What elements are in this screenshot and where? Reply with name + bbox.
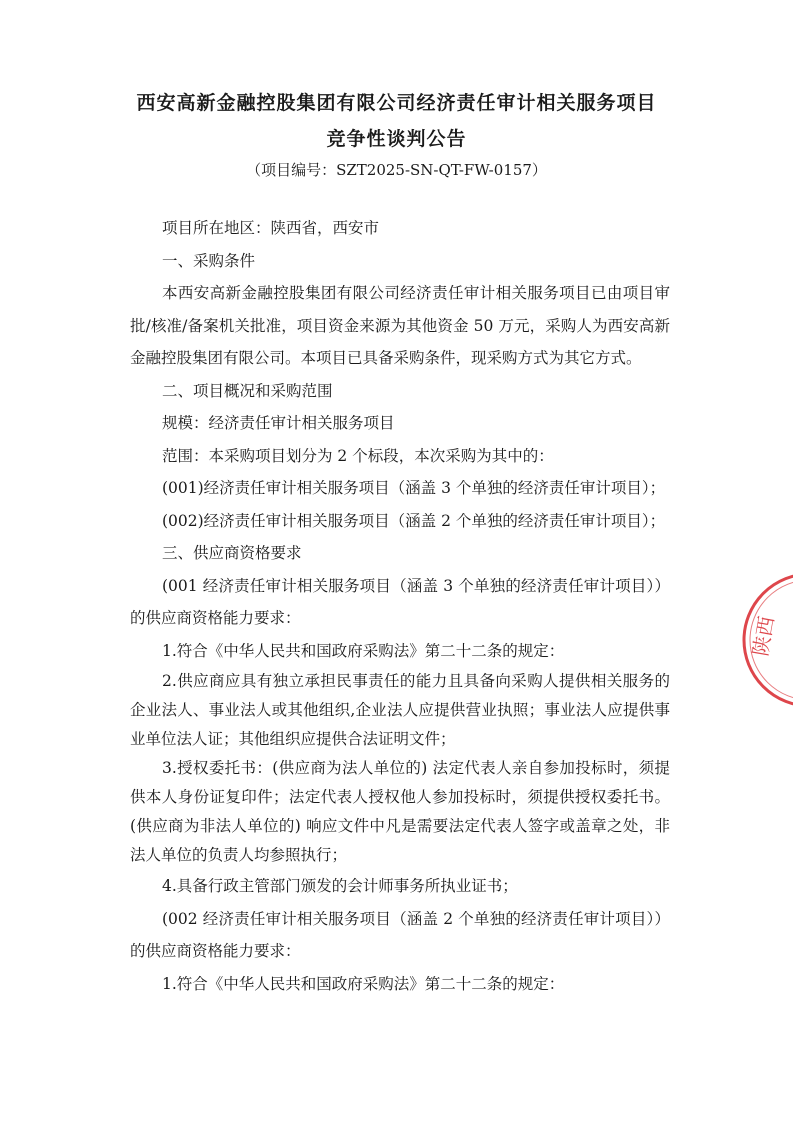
requirement-001-4: 4.具备行政主管部门颁发的会计师事务所执业证书；	[162, 877, 518, 895]
document-title-line1: 西安高新金融控股集团有限公司经济责任审计相关服务项目	[136, 92, 657, 114]
document-body	[130, 212, 670, 1000]
official-seal-stamp	[740, 560, 793, 720]
paragraph-location: 项目所在地区：陕西省，西安市	[162, 219, 380, 237]
heading-supplier-qualifications: 三、供应商资格要求	[162, 544, 302, 562]
requirement-002-1: 1.符合《中华人民共和国政府采购法》第二十二条的规定：	[162, 974, 565, 993]
seal-text: 陕西	[748, 614, 779, 658]
project-code: （项目编号：SZT2025-SN-QT-FW-0157）	[246, 161, 547, 179]
requirement-001-3: 3.授权委托书：(供应商为法人单位的) 法定代表人亲自参加投标时，须提供本人身份证复印件；法定代表人授权他人参加投标时，须提供授权委托书。(供应商为非法人单位的) 响应文件中凡是需要法定代表人签字或盖章之处，非法人单位的负责人均参照执行；	[130, 759, 670, 864]
document-title-line2: 竞争性谈判公告	[326, 128, 467, 150]
requirement-001-1: 1.符合《中华人民共和国政府采购法》第二十二条的规定：	[162, 641, 565, 660]
requirement-001-2: 2.供应商应具有独立承担民事责任的能力且具备向采购人提供相关服务的企业法人、事业法人或其他组织,企业法人应提供营业执照；事业法人应提供事业单位法人证；其他组织应提供合法证明文件；	[130, 672, 670, 748]
seal-icon	[740, 560, 793, 720]
paragraph-procurement-conditions: 本西安高新金融控股集团有限公司经济责任审计相关服务项目已由项目审批/核准/备案机关批准，项目资金来源为其他资金 50 万元，采购人为西安高新金融控股集团有限公司。本项目已具备采购条件，现采购方式为其它方式。	[130, 284, 670, 367]
heading-procurement-conditions: 一、采购条件	[162, 251, 256, 270]
paragraph-lot-001: (001)经济责任审计相关服务项目（涵盖 3 个单独的经济责任审计项目）；	[162, 479, 666, 497]
paragraph-lot-002: (002)经济责任审计相关服务项目（涵盖 2 个单独的经济责任审计项目）；	[162, 511, 666, 530]
paragraph-scope: 范围：本采购项目划分为 2 个标段，本次采购为其中的：	[162, 446, 554, 465]
heading-project-overview: 二、项目概况和采购范围	[162, 381, 333, 400]
paragraph-lot-001-requirements: (001 经济责任审计相关服务项目（涵盖 3 个单独的经济责任审计项目））的供应商资格能力要求：	[130, 576, 670, 627]
paragraph-lot-002-requirements: (002 经济责任审计相关服务项目（涵盖 2 个单独的经济责任审计项目））的供应商资格能力要求：	[130, 909, 670, 960]
paragraph-scale: 规模：经济责任审计相关服务项目	[162, 414, 395, 432]
